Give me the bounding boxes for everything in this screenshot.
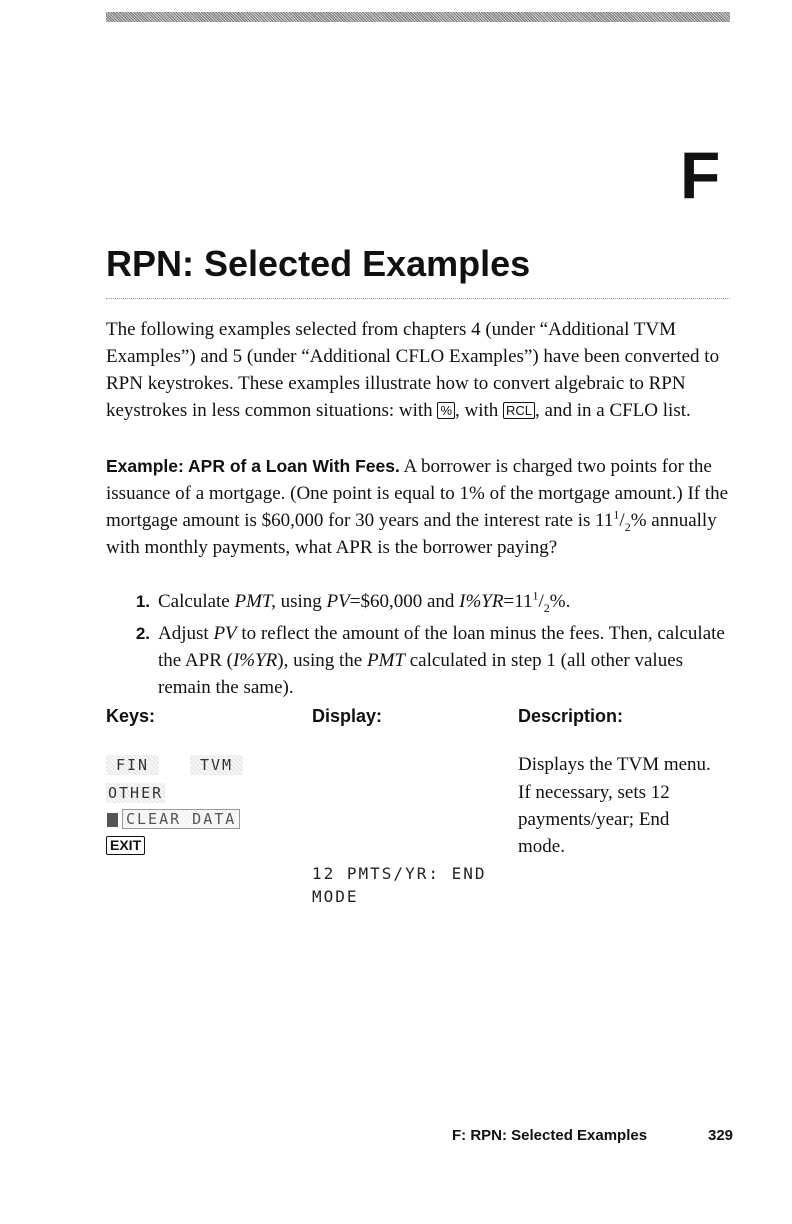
title-divider: [106, 298, 730, 299]
tvm-menu-key: TVM: [190, 755, 243, 775]
intro-text: , and in a CFLO list.: [535, 400, 691, 421]
description-tvm-menu: Displays the TVM menu.: [518, 754, 711, 775]
step-fragment: using: [275, 591, 327, 612]
variable-name: PMT: [367, 650, 405, 671]
display-column-header: Display:: [312, 706, 383, 726]
clear-data-menu-key: CLEAR DATA: [122, 809, 240, 829]
step-fragment: Calculate: [158, 591, 235, 612]
fraction-numerator: 1: [613, 507, 620, 522]
variable-name: PMT,: [234, 591, 276, 612]
variable-name: PV: [326, 591, 350, 612]
intro-paragraph: [106, 316, 738, 424]
step-fragment: =11: [503, 591, 533, 612]
fraction-denominator: 2: [624, 519, 631, 534]
top-decorative-bar: [106, 12, 730, 22]
step-list: [106, 588, 738, 706]
footer-page-number: 329: [708, 1127, 734, 1144]
variable-name: I%YR: [459, 591, 504, 612]
example-paragraph: Example: APR of a Loan With Fees. A borrower is charged two points for the issuance of a mortgage. (One point is equal to 1% of the mortgage amount.) If the mortgage amount is $60,000 for 30 years and the interest rate is $11^1/_2\%$ annually with monthly payments, what APR is the borrower paying?: [106, 456, 729, 558]
step-item: [106, 588, 738, 615]
fraction-numerator: 1: [532, 588, 539, 603]
intro-text: , with: [455, 400, 499, 421]
display-line-1: 12 PMTS/YR: END: [312, 864, 487, 883]
fin-menu-key: FIN: [106, 755, 159, 775]
page-title: RPN: Selected Examples: [106, 243, 531, 284]
step-text: [158, 620, 738, 701]
percent-key: %: [437, 402, 455, 419]
step-fragment: to reflect the amount of the loan minus the fees. Then, calculate the APR (: [158, 623, 725, 671]
step-number: 1.: [135, 592, 150, 611]
step-fragment: Adjust: [158, 623, 214, 644]
step-fragment: ), using the: [277, 650, 367, 671]
description-column-header: Description:: [518, 706, 624, 726]
keys-column-header: Keys:: [106, 706, 156, 726]
example-heading: Example: APR of a Loan With Fees.: [106, 456, 400, 476]
fraction-denominator: 2: [543, 600, 550, 615]
step-text: Calculate PMT, using PV=$60,000 and $I\%YR=11^1/_2\%$.: [158, 588, 571, 615]
step-fragment: %.: [549, 591, 571, 612]
step-fragment: calculated in step 1 (all other values remain the same).: [158, 650, 684, 698]
chapter-letter: F: [680, 138, 721, 212]
rcl-key: RCL: [503, 402, 535, 419]
description-payments-mode: If necessary, sets 12 payments/year; End mode.: [518, 782, 670, 857]
intro-text: The following examples selected from chapters 4 (under “Additional TVM Examples”) and 5 (under “Additional CFLO Examples”) have been converted to RPN keystrokes. These examples illustrate how to convert algebraic to RPN keystrokes in less common situations: with: [106, 319, 720, 421]
step-fragment: =$60,000 and: [349, 591, 460, 612]
display-line-2: MODE: [312, 887, 359, 906]
example-text: % annually with monthly payments, what APR is the borrower paying?: [106, 510, 717, 558]
shift-key-icon: [107, 813, 118, 827]
step-number: 2.: [135, 624, 150, 643]
exit-key: EXIT: [106, 836, 145, 855]
variable-name: I%YR: [232, 650, 278, 671]
example-text: A borrower is charged two points for the issuance of a mortgage. (One point is equal to 1% of the mortgage amount.) If the mortgage amount is $60,000 for 30 years and the interest rate is 11: [106, 456, 729, 531]
footer-section-title: F: RPN: Selected Examples: [452, 1127, 648, 1144]
variable-name: PV: [213, 623, 237, 644]
step-item: [106, 620, 738, 701]
other-menu-key: OTHER: [108, 784, 164, 802]
calculator-display: [312, 862, 487, 908]
